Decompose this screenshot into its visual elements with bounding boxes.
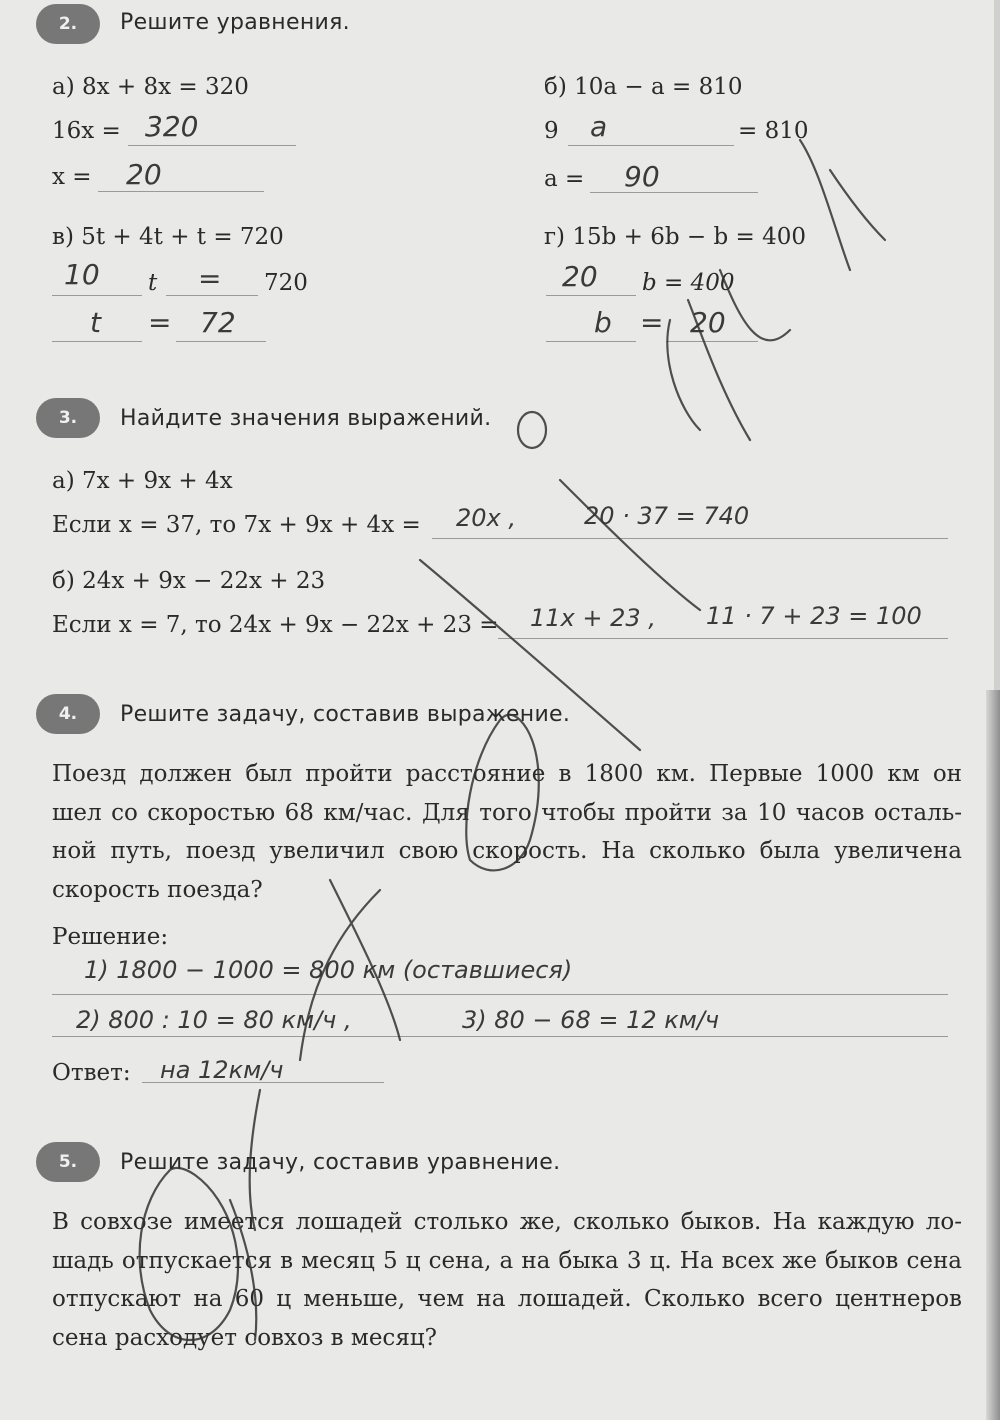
page-edge-shadow <box>986 690 1000 1420</box>
answer-line <box>568 145 734 146</box>
answer-line <box>546 341 636 342</box>
problem-line: шадь отпускается в месяц 5 ц сена, а на быка 3 ц. На всех же быков сена <box>52 1247 962 1274</box>
problem-line: скорость поезда? <box>52 876 263 903</box>
equation-b-step2-label: a = <box>544 166 585 192</box>
task-number-badge: 2. <box>36 4 100 44</box>
handwritten-answer: 10 <box>64 258 100 291</box>
answer-label: Ответ: <box>52 1060 131 1086</box>
handwritten-answer: 20 <box>126 158 162 191</box>
pencil-circle <box>518 412 546 448</box>
handwritten-answer: на 12км/ч <box>160 1056 284 1084</box>
handwritten-answer: 20 · 37 = 740 <box>584 502 750 530</box>
problem-line: сена расходует совхоз в месяц? <box>52 1324 437 1351</box>
answer-line <box>52 295 142 296</box>
task-number-badge: 4. <box>36 694 100 734</box>
answer-line <box>128 145 296 146</box>
pencil-stroke <box>800 140 850 270</box>
handwritten-answer: b <box>594 306 612 339</box>
problem-text <box>52 1203 962 1357</box>
problem-line: В совхозе имеется лошадей столько же, сколько быков. На каждую ло- <box>52 1209 962 1235</box>
handwritten-solution-step: 2) 800 : 10 = 80 км/ч , <box>76 1006 352 1034</box>
equation-v-rhs: 720 <box>264 270 308 296</box>
handwritten-answer: 20 <box>562 260 598 293</box>
pencil-stroke <box>560 480 700 610</box>
equation-a-step1-label: 16x = <box>52 118 121 144</box>
variable-t: t <box>148 270 158 296</box>
handwritten-solution-step: 3) 80 − 68 = 12 км/ч <box>462 1006 720 1034</box>
handwritten-answer: 90 <box>624 160 660 193</box>
task-title: Решите уравнения. <box>120 10 350 35</box>
problem-line: шел со скоростью 68 км/час. Для того чтобы пройти за 10 часов осталь- <box>52 799 962 826</box>
answer-line <box>52 341 142 342</box>
task-title: Решите задачу, составив уравнение. <box>120 1150 561 1175</box>
handwritten-answer: 20 <box>690 306 726 339</box>
handwritten-answer: 20x , <box>456 504 516 532</box>
answer-line <box>176 341 266 342</box>
answer-line <box>666 341 758 342</box>
task-number-badge: 3. <box>36 398 100 438</box>
answer-line <box>52 1036 948 1037</box>
handwritten-solution-step: 1) 1800 − 1000 = 800 км (оставшиеся) <box>84 956 573 984</box>
answer-line <box>166 295 258 296</box>
page-edge-shadow <box>994 0 1000 690</box>
handwritten-answer: 11x + 23 , <box>530 604 656 632</box>
task-number-badge: 5. <box>36 1142 100 1182</box>
answer-line <box>98 191 264 192</box>
equation-g: г) 15b + 6b − b = 400 <box>544 224 806 250</box>
handwritten-answer: 72 <box>200 306 236 339</box>
answer-line <box>546 295 636 296</box>
equation-v: в) 5t + 4t + t = 720 <box>52 224 284 250</box>
equation-a: а) 8x + 8x = 320 <box>52 74 249 100</box>
equation-b-step1-rhs: = 810 <box>738 118 809 144</box>
handwritten-answer: = <box>148 306 172 339</box>
handwritten-answer: t <box>90 306 101 339</box>
handwritten-answer: a <box>590 110 608 143</box>
equation-a-step2-label: x = <box>52 164 92 190</box>
equation-g-rhs: b = 400 <box>642 270 735 296</box>
expression-a: а) 7x + 9x + 4x <box>52 468 233 494</box>
equation-b: б) 10a − a = 810 <box>544 74 743 100</box>
answer-line <box>432 538 948 539</box>
problem-line: отпускают на 60 ц меньше, чем на лошадей. Сколько всего центнеров <box>52 1286 962 1312</box>
problem-text <box>52 755 962 909</box>
task-title: Решите задачу, составив выражение. <box>120 702 571 727</box>
task-title: Найдите значения выражений. <box>120 406 492 431</box>
pencil-stroke <box>830 170 885 240</box>
answer-line <box>590 192 758 193</box>
equation-b-step1-label: 9 <box>544 118 559 144</box>
handwritten-answer: = <box>198 262 222 295</box>
handwritten-answer: 11 · 7 + 23 = 100 <box>706 602 922 630</box>
problem-line: Поезд должен был пройти расстояние в 1800 км. Первые 1000 км он <box>52 761 962 787</box>
handwritten-answer: 320 <box>145 110 199 143</box>
problem-line: ной путь, поезд увеличил свою скорость. На сколько была увеличена <box>52 838 962 864</box>
expression-b-condition: Если x = 7, то 24x + 9x − 22x + 23 = <box>52 612 499 638</box>
solution-label: Решение: <box>52 924 169 950</box>
expression-b: б) 24x + 9x − 22x + 23 <box>52 568 326 594</box>
expression-a-condition: Если x = 37, то 7x + 9x + 4x = <box>52 512 421 538</box>
answer-line <box>52 994 948 995</box>
handwritten-answer: = <box>640 306 664 339</box>
answer-line <box>498 638 948 639</box>
